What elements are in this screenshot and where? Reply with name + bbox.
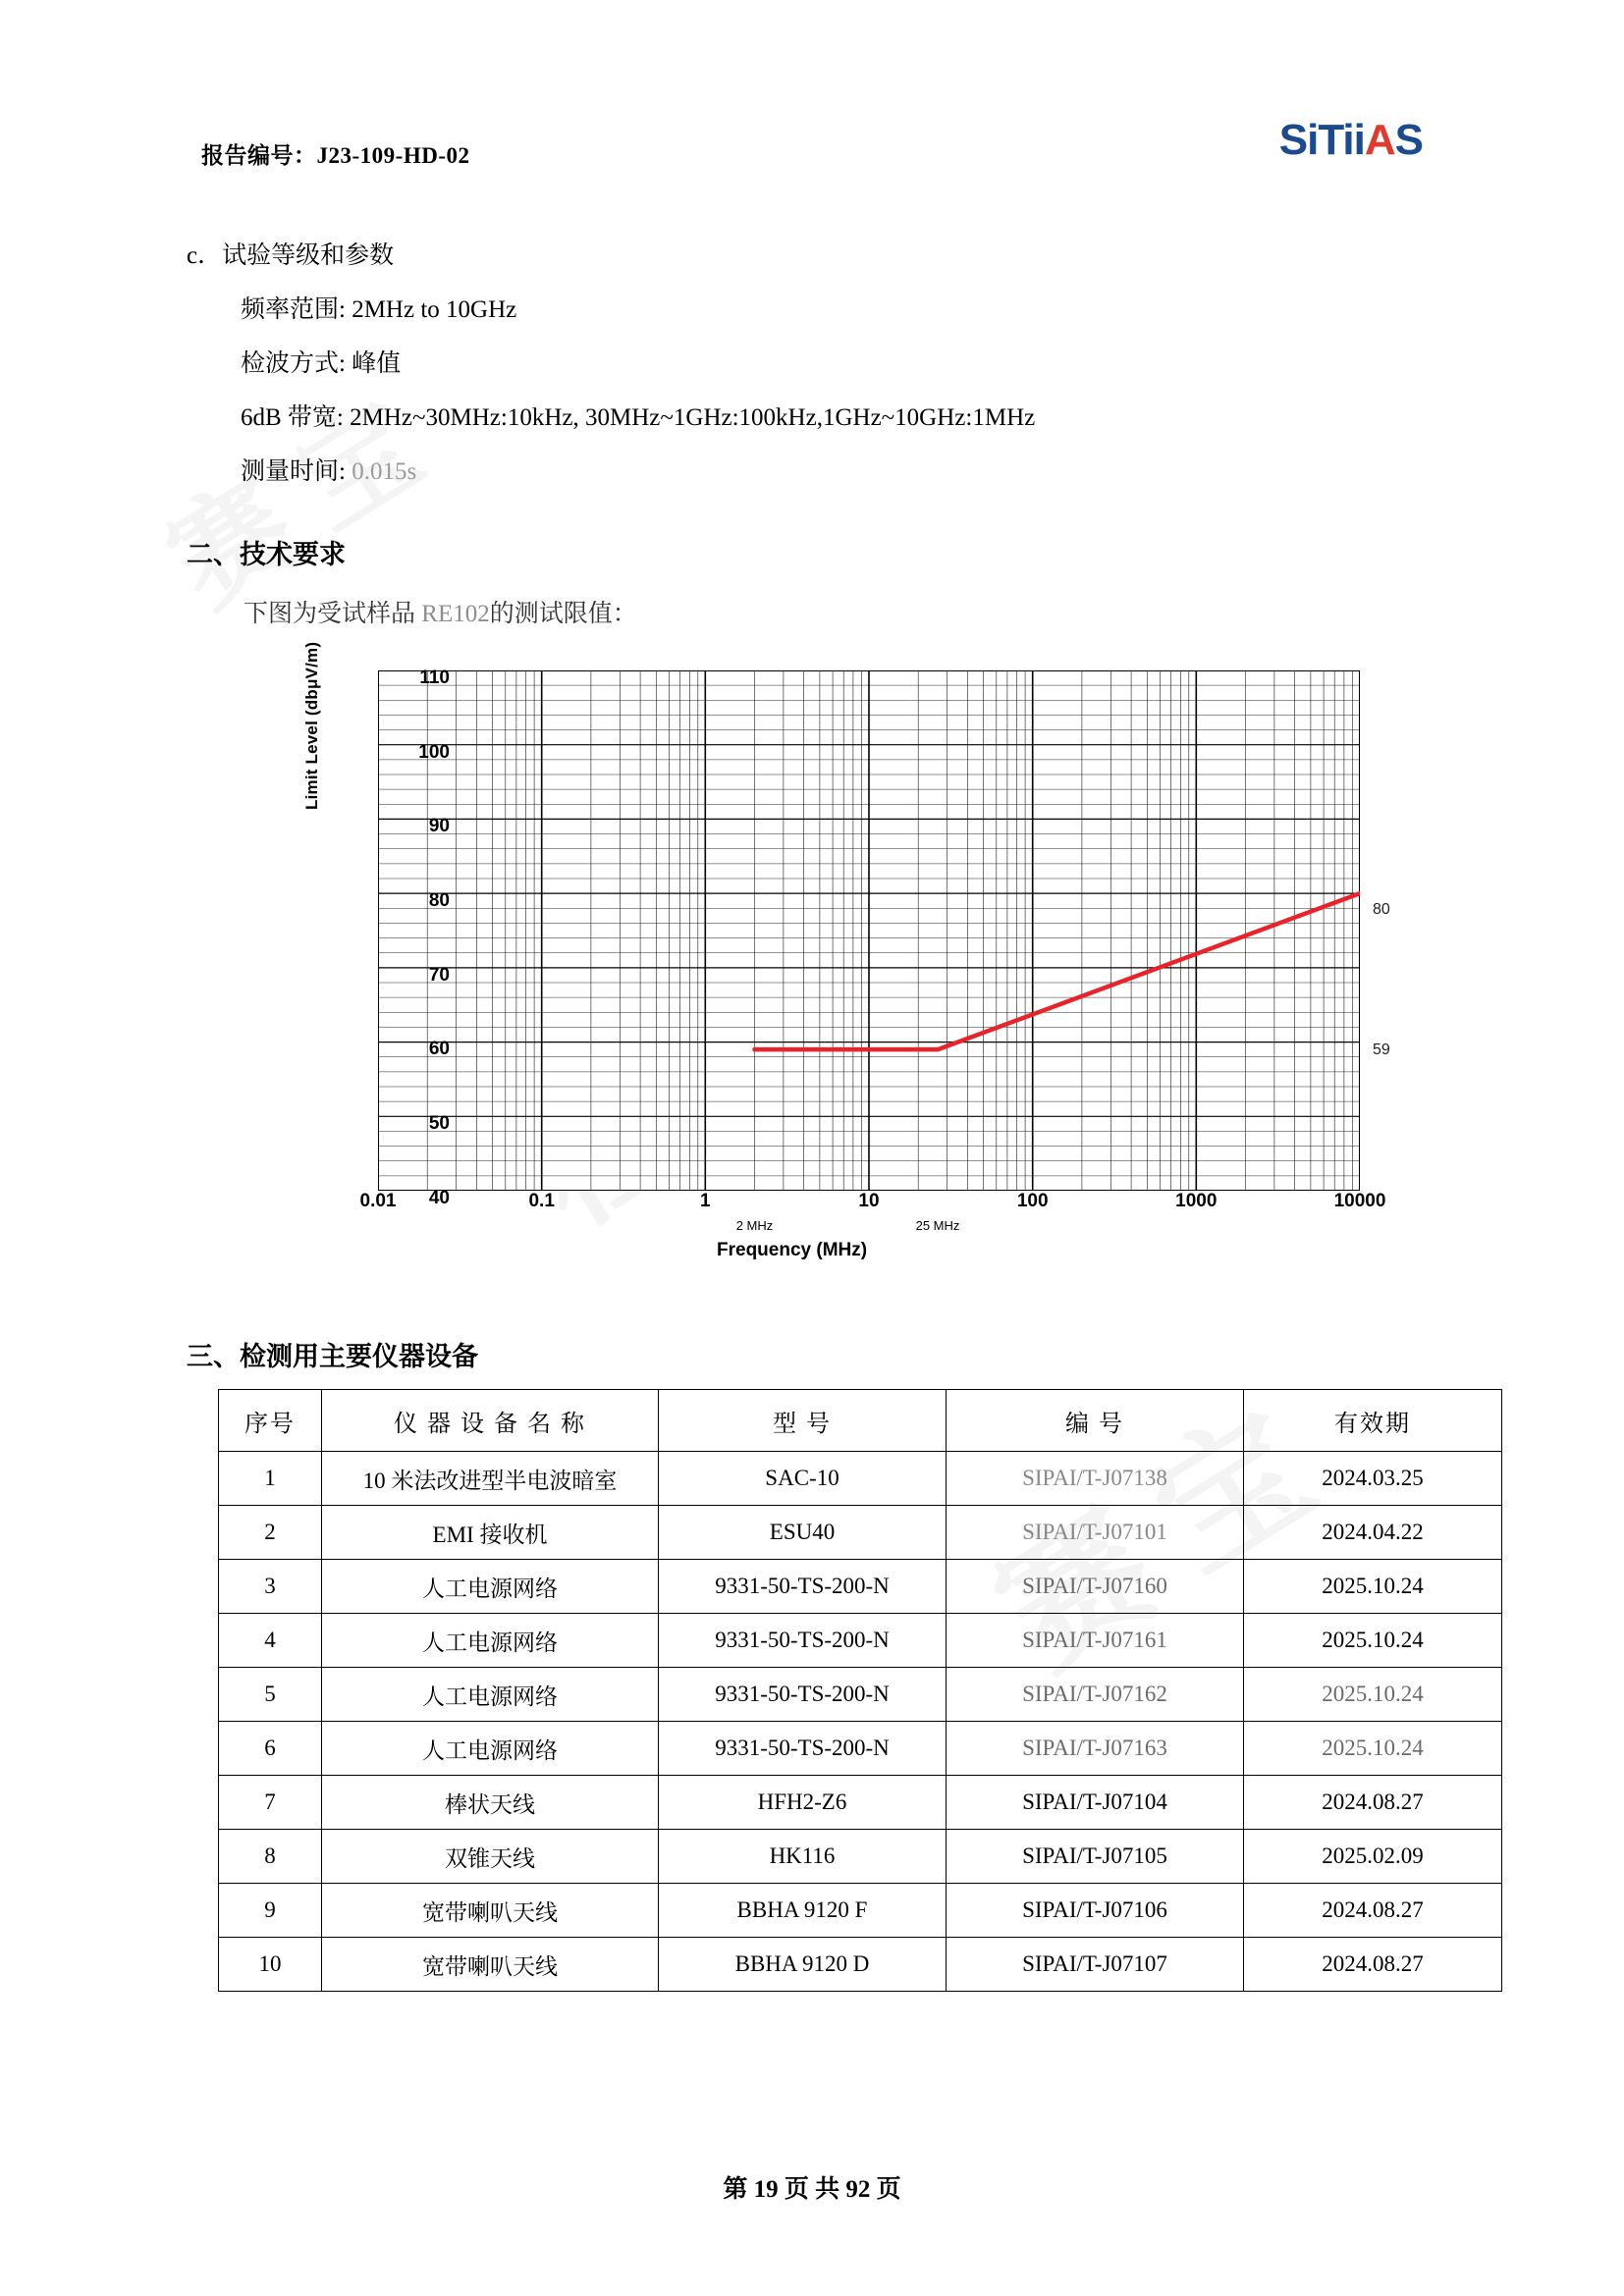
- cell-sn: SIPAI/T-J07101: [947, 1506, 1244, 1560]
- cell-model: BBHA 9120 F: [659, 1884, 947, 1938]
- measure-time-label: 测量时间:: [241, 458, 346, 485]
- cell-sn: SIPAI/T-J07138: [947, 1452, 1244, 1506]
- chart-xtick-2mhz: 2 MHz: [735, 1218, 774, 1233]
- logo-text-suffix: S: [1394, 116, 1423, 164]
- measure-time-value: 0.015s: [352, 458, 417, 485]
- cell-name: 宽带喇叭天线: [322, 1884, 659, 1938]
- cell-date: 2025.10.24: [1244, 1668, 1502, 1722]
- cell-no: 7: [219, 1776, 322, 1830]
- cell-no: 9: [219, 1884, 322, 1938]
- cell-date: 2024.08.27: [1244, 1938, 1502, 1992]
- cell-no: 4: [219, 1614, 322, 1668]
- table-row: [219, 1938, 1502, 1992]
- chart-ytick-90: 90: [428, 816, 450, 836]
- chart-xtick-0p1: 0.1: [528, 1191, 555, 1211]
- cell-model: 9331-50-TS-200-N: [659, 1614, 947, 1668]
- chart-xtick-1: 1: [700, 1191, 711, 1211]
- cell-sn: SIPAI/T-J07161: [947, 1614, 1244, 1668]
- section-c: [187, 236, 1035, 506]
- logo-text-primary: SiTii: [1278, 116, 1365, 164]
- cell-model: 9331-50-TS-200-N: [659, 1560, 947, 1614]
- cell-no: 8: [219, 1830, 322, 1884]
- cell-sn: SIPAI/T-J07160: [947, 1560, 1244, 1614]
- cell-model: 9331-50-TS-200-N: [659, 1722, 947, 1776]
- section-c-line-0: 频率范围: 2MHz to 10GHz: [241, 296, 517, 323]
- cell-sn: SIPAI/T-J07105: [947, 1830, 1244, 1884]
- cell-date: 2024.04.22: [1244, 1506, 1502, 1560]
- table-row: [219, 1722, 1502, 1776]
- cell-model: HK116: [659, 1830, 947, 1884]
- page-header: [201, 116, 1423, 188]
- equipment-table: [218, 1389, 1502, 1992]
- cell-name: 人工电源网络: [322, 1668, 659, 1722]
- cell-name: 人工电源网络: [322, 1560, 659, 1614]
- cell-name: 人工电源网络: [322, 1614, 659, 1668]
- cell-date: 2025.10.24: [1244, 1614, 1502, 1668]
- chart-ytick-60: 60: [428, 1039, 450, 1059]
- section-c-line-1: 检波方式: 峰值: [241, 350, 402, 377]
- chart-annotation-80: 80: [1373, 901, 1390, 918]
- table-header-name: 仪 器 设 备 名 称: [322, 1390, 659, 1452]
- table-header-row: [219, 1390, 1502, 1452]
- report-number: 报告编号：J23-109-HD-02: [201, 143, 470, 168]
- table-row: [219, 1614, 1502, 1668]
- cell-no: 3: [219, 1560, 322, 1614]
- re102-limit-chart: [295, 641, 1434, 1281]
- cell-date: 2024.08.27: [1244, 1884, 1502, 1938]
- cell-model: 9331-50-TS-200-N: [659, 1668, 947, 1722]
- chart-ytick-50: 50: [428, 1113, 450, 1134]
- cell-sn: SIPAI/T-J07162: [947, 1668, 1244, 1722]
- cell-sn: SIPAI/T-J07106: [947, 1884, 1244, 1938]
- cell-date: 2025.10.24: [1244, 1722, 1502, 1776]
- table-header-model: 型 号: [659, 1390, 947, 1452]
- cell-sn: SIPAI/T-J07107: [947, 1938, 1244, 1992]
- chart-ytick-110: 110: [419, 667, 450, 688]
- chart-y-axis-label: Limit Level (dbμV/m): [302, 641, 321, 810]
- cell-sn: SIPAI/T-J07163: [947, 1722, 1244, 1776]
- chart-xtick-1000: 1000: [1175, 1191, 1218, 1211]
- cell-no: 5: [219, 1668, 322, 1722]
- table-row: [219, 1452, 1502, 1506]
- cell-name: 双锥天线: [322, 1830, 659, 1884]
- chart-xtick-10000: 10000: [1333, 1191, 1386, 1211]
- cell-name: 棒状天线: [322, 1776, 659, 1830]
- section-2-subtitle-b: RE102: [421, 601, 490, 627]
- chart-annotation-59: 59: [1373, 1041, 1390, 1058]
- cell-no: 6: [219, 1722, 322, 1776]
- chart-xtick-10: 10: [858, 1191, 880, 1211]
- table-header-sn: 编 号: [947, 1390, 1244, 1452]
- chart-xtick-100: 100: [1016, 1191, 1049, 1211]
- cell-date: 2024.08.27: [1244, 1776, 1502, 1830]
- cell-model: BBHA 9120 D: [659, 1938, 947, 1992]
- section-c-line-2: 6dB 带宽: 2MHz~30MHz:10kHz, 30MHz~1GHz:100kHz,1GHz~10GHz:1MHz: [241, 404, 1036, 431]
- chart-ytick-80: 80: [428, 890, 450, 911]
- cell-date: 2025.02.09: [1244, 1830, 1502, 1884]
- chart-ytick-40: 40: [428, 1188, 450, 1208]
- cell-no: 1: [219, 1452, 322, 1506]
- cell-no: 2: [219, 1506, 322, 1560]
- chart-svg: [378, 670, 1360, 1191]
- cell-model: SAC-10: [659, 1452, 947, 1506]
- chart-ytick-100: 100: [418, 742, 450, 763]
- cell-name: 人工电源网络: [322, 1722, 659, 1776]
- chart-plot-area: [378, 670, 1360, 1191]
- cell-model: ESU40: [659, 1506, 947, 1560]
- cell-no: 10: [219, 1938, 322, 1992]
- chart-x-axis-label: Frequency (MHz): [717, 1240, 868, 1260]
- chart-ytick-70: 70: [428, 965, 450, 986]
- page-footer: 第 19 页 共 92 页: [723, 2176, 901, 2203]
- cell-sn: SIPAI/T-J07104: [947, 1776, 1244, 1830]
- section-c-title: c．试验等级和参数: [187, 242, 395, 269]
- logo-text-accent: A: [1364, 116, 1395, 164]
- table-row: [219, 1776, 1502, 1830]
- cell-name: 10 米法改进型半电波暗室: [322, 1452, 659, 1506]
- chart-xtick-0p01: 0.01: [359, 1191, 397, 1211]
- section-2-heading: 二、技术要求: [187, 540, 346, 569]
- cell-model: HFH2-Z6: [659, 1776, 947, 1830]
- table-row: [219, 1830, 1502, 1884]
- cell-name: EMI 接收机: [322, 1506, 659, 1560]
- section-2-subtitle-a: 下图为受试样品: [244, 601, 422, 627]
- table-row: [219, 1506, 1502, 1560]
- cell-name: 宽带喇叭天线: [322, 1938, 659, 1992]
- section-2-subtitle-c: 的测试限值：: [489, 601, 637, 627]
- table-row: [219, 1560, 1502, 1614]
- chart-xtick-25mhz: 25 MHz: [915, 1218, 960, 1233]
- cell-date: 2024.03.25: [1244, 1452, 1502, 1506]
- table-header-no: 序号: [219, 1390, 322, 1452]
- cell-date: 2025.10.24: [1244, 1560, 1502, 1614]
- section-c-measure-time: [241, 452, 1035, 487]
- table-header-date: 有效期: [1244, 1390, 1502, 1452]
- table-row: [219, 1884, 1502, 1938]
- company-logo: [1279, 116, 1423, 165]
- section-3-heading: 三、检测用主要仪器设备: [187, 1342, 478, 1371]
- table-row: [219, 1668, 1502, 1722]
